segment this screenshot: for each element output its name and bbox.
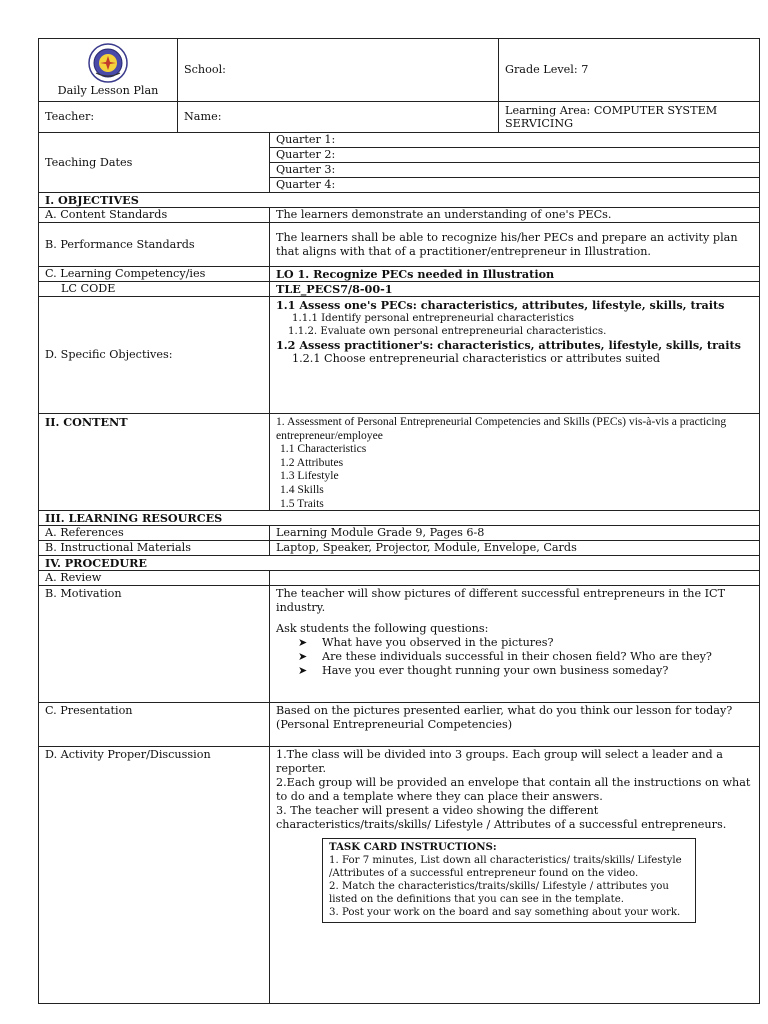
presentation-answer: (Personal Entrepreneurial Competencies) [276, 718, 513, 732]
task-card [322, 838, 696, 923]
presentation-text: Based on the pictures presented earlier, what do you think our lesson for today? [276, 704, 733, 718]
task-card-item: 2. Match the characteristics/traits/skills/ Lifestyle / attributes you listed on the definitions that you can see in the template. [329, 881, 669, 906]
procedure-heading: IV. PROCEDURE [39, 556, 760, 571]
lesson-plan-table [38, 38, 760, 1004]
content-cell [270, 414, 760, 511]
arrow-bullet-icon: ➤ [298, 650, 308, 664]
activity-step-1: 1.The class will be divided into 3 groups. Each group will select a leader and a reporter. [276, 748, 723, 776]
activity-step-2: 2.Each group will be provided an envelope that contain all the instructions on what to do and a template where they can place their answers. [276, 776, 751, 804]
specific-objective-2: 1.2 Assess practitioner's: characteristics, attributes, lifestyle, skills, traits [276, 338, 741, 352]
activity-label: D. Activity Proper/Discussion [39, 747, 270, 1004]
review-label: A. Review [39, 571, 270, 586]
quarter-1: Quarter 1: [270, 133, 760, 148]
materials-label: B. Instructional Materials [39, 541, 270, 556]
motivation-ask: Ask students the following questions: [276, 622, 489, 636]
performance-standards-text: The learners shall be able to recognize his/her PECs and prepare an activity plan that aligns with that of a practitioner/entrepreneur in Illustration. [270, 223, 760, 267]
task-card-title: TASK CARD INSTRUCTIONS: [329, 841, 497, 854]
competency-text: LO 1. Recognize PECs needed in Illustration [270, 267, 760, 282]
teacher-label: Teacher: [39, 102, 178, 133]
learning-area-field: Learning Area: COMPUTER SYSTEM SERVICING [499, 102, 760, 133]
performance-standards-label: B. Performance Standards [39, 223, 270, 267]
teaching-dates-label: Teaching Dates [39, 133, 270, 193]
quarter-3: Quarter 3: [270, 163, 760, 178]
specific-objective-1-1: 1.1.1 Identify personal entrepreneurial characteristics [292, 313, 574, 324]
content-item: 1.5 Traits [280, 496, 324, 510]
deped-seal-icon [88, 43, 128, 83]
document-title: Daily Lesson Plan [57, 84, 159, 97]
specific-objectives-label: D. Specific Objectives: [39, 297, 270, 414]
materials-text: Laptop, Speaker, Projector, Module, Envelope, Cards [270, 541, 760, 556]
references-text: Learning Module Grade 9, Pages 6-8 [270, 526, 760, 541]
name-field: Name: [178, 102, 499, 133]
motivation-label: B. Motivation [39, 586, 270, 703]
content-main: 1. Assessment of Personal Entrepreneurial Competencies and Skills (PECs) vis-à-vis a practicing entrepreneur/employee [276, 415, 727, 442]
specific-objective-1: 1.1 Assess one's PECs: characteristics, attributes, lifestyle, skills, traits [276, 298, 725, 312]
motivation-questions [276, 636, 753, 678]
content-item: 1.1 Characteristics [280, 442, 367, 456]
content-item: 1.4 Skills [280, 482, 324, 496]
school-field: School: [178, 39, 499, 102]
grade-level-field: Grade Level: 7 [499, 39, 760, 102]
list-item: ➤ What have you observed in the pictures? [298, 636, 554, 650]
list-item: ➤ Have you ever thought running your own business someday? [298, 664, 669, 678]
lc-code-text: TLE_PECS7/8-00-1 [270, 282, 760, 297]
presentation-label: C. Presentation [39, 703, 270, 747]
quarter-4: Quarter 4: [270, 178, 760, 193]
competency-label: C. Learning Competency/ies [39, 267, 270, 282]
review-text [270, 571, 760, 586]
lesson-plan-page [38, 38, 759, 1004]
motivation-cell [270, 586, 760, 703]
motivation-intro: The teacher will show pictures of different successful entrepreneurs in the ICT industry. [276, 587, 726, 615]
presentation-cell [270, 703, 760, 747]
resources-heading: III. LEARNING RESOURCES [39, 511, 760, 526]
references-label: A. References [39, 526, 270, 541]
content-item: 1.3 Lifestyle [280, 469, 339, 483]
content-standards-text: The learners demonstrate an understanding of one's PECs. [270, 208, 760, 223]
specific-objective-1-2: 1.1.2. Evaluate own personal entrepreneurial characteristics. [288, 326, 607, 337]
arrow-bullet-icon: ➤ [298, 664, 308, 678]
task-card-item: 3. Post your work on the board and say something about your work. [329, 907, 681, 919]
content-standards-label: A. Content Standards [39, 208, 270, 223]
lc-code-label: LC CODE [39, 282, 270, 297]
content-heading: II. CONTENT [39, 414, 270, 511]
specific-objectives-cell [270, 297, 760, 414]
objectives-heading: I. OBJECTIVES [39, 193, 760, 208]
list-item: ➤ Are these individuals successful in their chosen field? Who are they? [298, 650, 712, 664]
content-item: 1.2 Attributes [280, 455, 344, 469]
activity-step-3: 3. The teacher will present a video showing the different characteristics/traits/skills/ Lifestyle / Attributes of a successful entrepreneurs. [276, 804, 727, 832]
specific-objective-2-1: 1.2.1 Choose entrepreneurial characteristics or attributes suited [292, 352, 661, 365]
logo-cell [39, 39, 178, 102]
arrow-bullet-icon: ➤ [298, 636, 308, 650]
task-card-item: 1. For 7 minutes, List down all characteristics/ traits/skills/ Lifestyle /Attributes of a successful entrepreneur found on the video. [329, 855, 682, 880]
quarter-2: Quarter 2: [270, 148, 760, 163]
activity-cell [270, 747, 760, 1004]
